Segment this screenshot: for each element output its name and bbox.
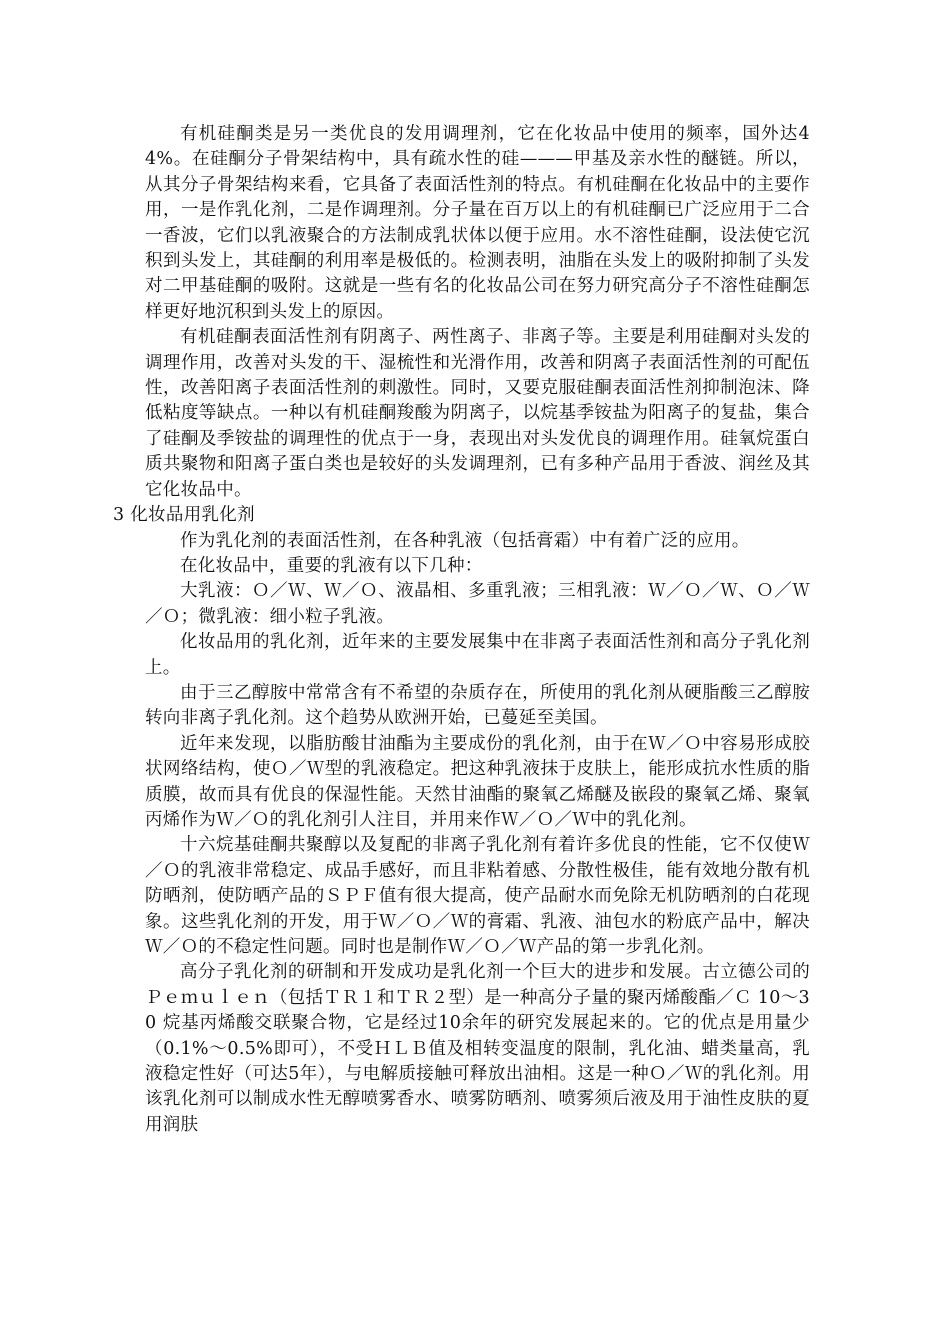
paragraph-polymer-emulsifier: 高分子乳化剂的研制和开发成功是乳化剂一个巨大的进步和发展。古立德公司的Ｐｅｍｕｌｅｎ（包括ＴＲ１和ＴＲ２型）是一种高分子量的聚丙烯酸酯／Ｃ 10～30 烷基丙烯酸交联聚合物，它是经过10余年的研究发展起来的。它的优点是用量少（0.1%～0.5%即可），不受ＨＬＢ值及相转变温度的限制，乳化油、蜡类量高，乳液稳定性好（可达5年），与电解质接触可释放出油相。这是一种Ｏ／Ｗ的乳化剂。用该乳化剂可以制成水性无醇喷雾香水、喷雾防晒剂、喷雾须后液及用于油性皮肤的夏用润肤 — [145, 962, 810, 1135]
section-heading-emulsifiers: 3 化妆品用乳化剂 — [113, 505, 255, 526]
paragraph-emulsion-types-intro: 在化妆品中，重要的乳液有以下几种： — [180, 555, 483, 576]
paragraph-silicone-conditioner: 有机硅酮类是另一类优良的发用调理剂，它在化妆品中使用的频率，国外达44%。在硅酮分子骨架结构中，具有疏水性的硅———甲基及亲水性的醚链。所以，从其分子骨架结构来看，它具备了表面活性剂的特点。有机硅酮在化妆品中的主要作用，一是作乳化剂，二是作调理剂。分子量在百万以上的有机硅酮已广泛应用于二合一香波，它们以乳液聚合的方法制成乳状体以便于应用。水不溶性硅酮，设法使它沉积到头发上，其硅酮的利用率是极低的。检测表明，油脂在头发上的吸附抑制了头发对二甲基硅酮的吸附。这就是一些有名的化妆品公司在努力研究高分子不溶性硅酮怎样更好地沉积到头发上的原因。 — [145, 124, 810, 322]
paragraph-emulsifier-intro: 作为乳化剂的表面活性剂，在各种乳液（包括膏霜）中有着广泛的应用。 — [180, 530, 750, 551]
paragraph-glycerides: 近年来发现，以脂肪酸甘油酯为主要成份的乳化剂，由于在Ｗ／Ｏ中容易形成胶状网络结构，使Ｏ／Ｗ型的乳液稳定。把这种乳液抹于皮肤上，能形成抗水性质的脂质膜，故而具有优良的保湿性能。天然甘油酯的聚氧乙烯醚及嵌段的聚氧乙烯、聚氧丙烯作为Ｗ／Ｏ的乳化剂引人注目，并用来作Ｗ／Ｏ／Ｗ中的乳化剂。 — [145, 733, 810, 830]
paragraph-silicone-surfactants: 有机硅酮表面活性剂有阴离子、两性离子、非离子等。主要是利用硅酮对头发的调理作用，改善对头发的干、湿梳性和光滑作用，改善和阴离子表面活性剂的可配伍性，改善阳离子表面活性剂的刺激性。同时，又要克服硅酮表面活性剂抑制泡沫、降低粘度等缺点。一种以有机硅酮羧酸为阴离子，以烷基季铵盐为阳离子的复盐，集合了硅酮及季铵盐的调理性的优点于一身，表现出对头发优良的调理作用。硅氧烷蛋白质共聚物和阳离子蛋白类也是较好的头发调理剂，已有多种产品用于香波、润丝及其它化妆品中。 — [145, 327, 810, 500]
paragraph-development-trend: 化妆品用的乳化剂，近年来的主要发展集中在非离子表面活性剂和高分子乳化剂上。 — [145, 632, 810, 678]
paragraph-emulsion-types: 大乳液：Ｏ／Ｗ、Ｗ／Ｏ、液晶相、多重乳液；三相乳液：Ｗ／Ｏ／Ｗ、Ｏ／Ｗ／Ｏ；微乳液：细小粒子乳液。 — [145, 581, 810, 627]
paragraph-triethanolamine: 由于三乙醇胺中常常含有不希望的杂质存在，所使用的乳化剂从硬脂酸三乙醇胺转向非离子乳化剂。这个趋势从欧洲开始，已蔓延至美国。 — [145, 682, 810, 729]
paragraph-cetyl-silicone: 十六烷基硅酮共聚醇以及复配的非离子乳化剂有着许多优良的性能，它不仅使Ｗ／Ｏ的乳液非常稳定、成品手感好，而且非粘着感、分散性极佳，能有效地分散有机防晒剂，使防晒产品的ＳＰＦ值有很大提高，使产品耐水而免除无机防晒剂的白花现象。这些乳化剂的开发，用于Ｗ／Ｏ／Ｗ的膏霜、乳液、油包水的粉底产品中，解决Ｗ／Ｏ的不稳定性问题。同时也是制作Ｗ／Ｏ／Ｗ产品的第一步乳化剂。 — [145, 835, 810, 957]
document-page — [113, 122, 810, 1138]
